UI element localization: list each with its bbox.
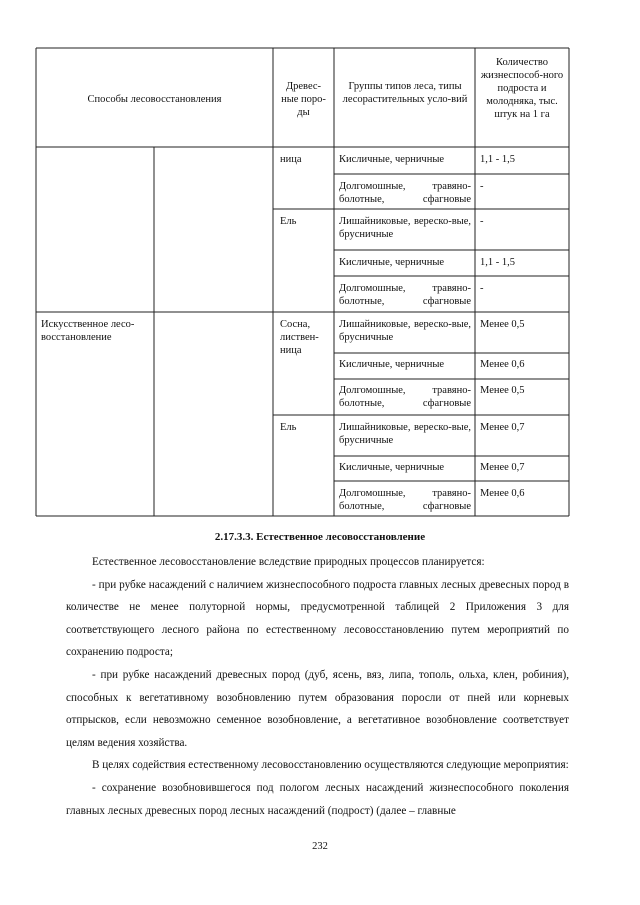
species-label: Ель — [280, 216, 297, 227]
header-quantity: Количество жизнеспособ-ного подроста и молодняка, тыс. штук на 1 га — [480, 57, 564, 120]
section-heading: 2.17.3.3. Естественное лесовосстановление — [214, 531, 426, 543]
species-label: Сосна, листвен-ница — [280, 319, 319, 356]
page-number: 232 — [312, 841, 328, 852]
qty-cell: - — [480, 181, 484, 192]
qty-cell: Менее 0,5 — [480, 319, 525, 330]
qty-cell: 1,1 - 1,5 — [480, 154, 515, 165]
paragraph: В целях содействия естественному лесовосстановлению осуществляются следующие мероприятия: — [92, 759, 569, 772]
method-label: Искусственное лесо-восстановление — [41, 319, 135, 343]
species-label: ница — [280, 154, 302, 165]
group-cell: Долгомошные, травяно-болотные, сфагновые — [339, 488, 471, 512]
qty-cell: 1,1 - 1,5 — [480, 257, 515, 268]
group-cell: Кисличные, черничные — [339, 462, 445, 473]
group-cell: Лишайниковые, вереско-вые, брусничные — [339, 422, 471, 446]
group-cell: Кисличные, черничные — [339, 257, 445, 268]
paragraph: Естественное лесовосстановление вследствие природных процессов планируется: — [92, 556, 485, 568]
qty-cell: Менее 0,5 — [480, 385, 525, 396]
group-cell: Лишайниковые, вереско-вые, брусничные — [339, 319, 471, 343]
species-label: Ель — [280, 422, 297, 433]
qty-cell: - — [480, 216, 484, 227]
qty-cell: Менее 0,7 — [480, 422, 525, 433]
header-method: Способы лесовосстановления — [87, 94, 222, 105]
qty-cell: Менее 0,6 — [480, 359, 525, 370]
group-cell: Долгомошные, травяно-болотные, сфагновые — [339, 283, 471, 307]
group-cell: Кисличные, черничные — [339, 154, 445, 165]
group-cell: Долгомошные, травяно-болотные, сфагновые — [339, 385, 471, 409]
paragraph: - при рубке насаждений древесных пород (дуб, ясень, вяз, липа, тополь, ольха, клен, робиния), способных к вегетативному возобновлению путем образования поросли от пней или корневых отпрысков, если невозможно семенное возобновление, а вегетативное возобновление соответствует целям ведения хозяйства. — [66, 668, 569, 749]
group-cell: Кисличные, черничные — [339, 359, 445, 370]
body-text — [66, 551, 569, 822]
qty-cell: - — [480, 283, 484, 294]
paragraph: - при рубке насаждений с наличием жизнеспособного подроста главных лесных древесных пород в количестве не менее полуторной нормы, предусмотренной таблицей 2 Приложения 3 для соответствующего лесного района по естественному лесовосстановлению путем мероприятий по сохранению подроста; — [66, 578, 569, 659]
qty-cell: Менее 0,6 — [480, 488, 525, 499]
group-cell: Долгомошные, травяно-болотные, сфагновые — [339, 181, 471, 205]
qty-cell: Менее 0,7 — [480, 462, 525, 473]
paragraph: - сохранение возобновившегося под пологом лесных насаждений жизнеспособного поколения главных лесных древесных пород лесных насаждений (подрост) (далее – главные — [66, 781, 569, 817]
header-species: Древес-ные поро-ды — [281, 81, 326, 118]
header-groups: Группы типов леса, типы лесорастительных усло-вий — [342, 81, 468, 105]
group-cell: Лишайниковые, вереско-вые, брусничные — [339, 216, 471, 240]
